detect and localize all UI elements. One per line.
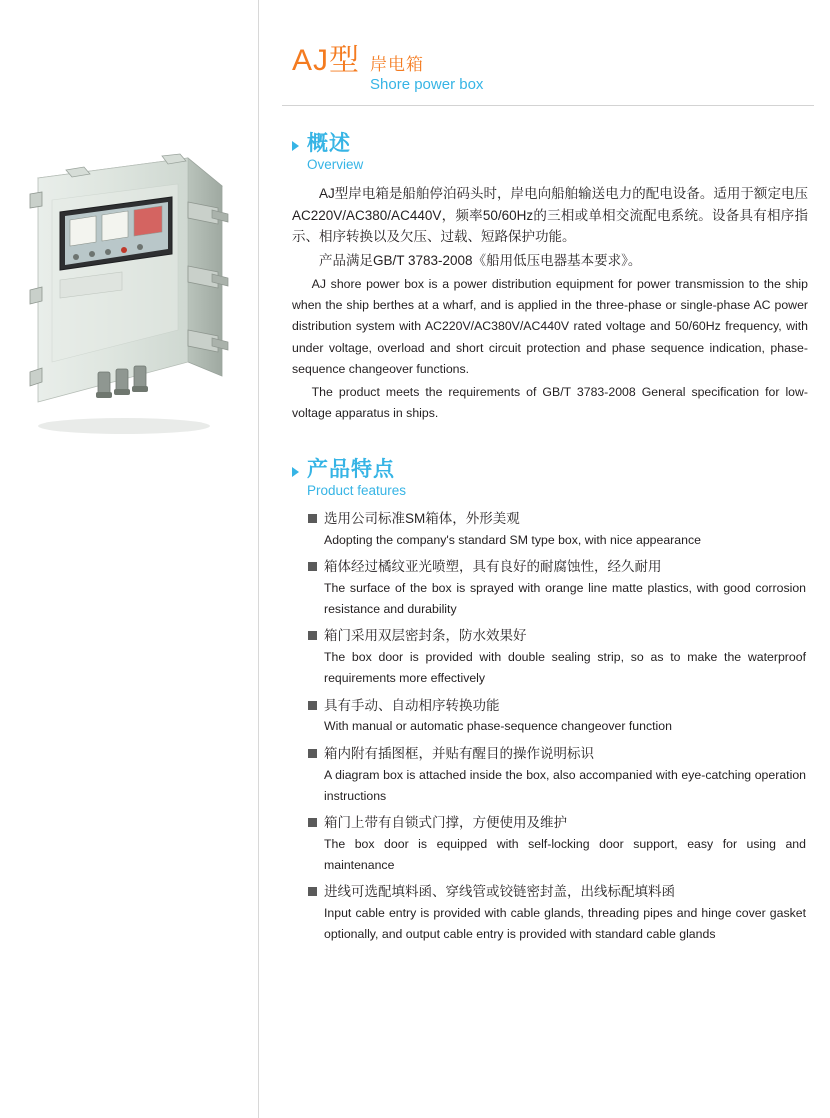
list-item — [308, 509, 806, 551]
overview-paragraph-cn: AJ型岸电箱是船舶停泊码头时，岸电向船舶输送电力的配电设备。适用于额定电压AC220V/AC380/AC440V，频率50/60Hz的三相或单相交流配电系统。设备具有相序指示、相序转换以及欠压、过载、短路保护功能。 — [292, 185, 808, 245]
feature-text-cn: 箱门采用双层密封条，防水效果好 — [324, 628, 527, 644]
feature-text-cn: 箱内附有插图框，并贴有醒目的操作说明标识 — [324, 745, 594, 761]
feature-text-en: The box door is provided with double sealing strip, so as to make the waterproof requirements more effectively — [324, 650, 806, 686]
feature-text-en: Adopting the company's standard SM type box, with nice appearance — [324, 533, 701, 548]
shore-power-box-illustration — [12, 140, 244, 440]
feature-text-en: Input cable entry is provided with cable glands, threading pipes and hinge cover gasket optionally, and output cable entry is provided with standard cable glands — [324, 905, 806, 942]
square-bullet-icon — [308, 631, 317, 640]
square-bullet-icon — [308, 562, 317, 571]
overview-paragraph-en: AJ shore power box is a power distribution equipment for power transmission to the ship when the ship berthes at a wharf, and is applied in the three-phase or single-phase AC power distribution system with AC220V/AC380V/AC440V rated voltage and 50/60Hz frequency, with under voltage, overload and short circuit protection and phase sequence indication, phase-sequence changeover functions. — [292, 277, 808, 376]
overview-paragraph-cn: 产品满足GB/T 3783-2008《船用低压电器基本要求》。 — [319, 253, 642, 269]
overview-heading — [282, 132, 814, 173]
features-heading-cn: 产品特点 — [307, 458, 395, 482]
overview-paragraph-en: The product meets the requirements of GB/T 3783-2008 General specification for low-voltage apparatus in ships. — [292, 384, 808, 421]
feature-text-cn: 箱体经过橘纹亚光喷塑，具有良好的耐腐蚀性，经久耐用 — [324, 559, 662, 575]
list-item — [308, 813, 806, 876]
overview-body — [282, 183, 814, 424]
section-overview — [282, 132, 814, 424]
feature-text-cn: 选用公司标准SM箱体，外形美观 — [324, 511, 520, 527]
right-column — [258, 0, 830, 1118]
list-item — [308, 882, 806, 945]
left-column — [0, 0, 258, 1118]
product-name-cn: 岸电箱 — [370, 55, 425, 74]
square-bullet-icon — [308, 701, 317, 710]
triangle-bullet-icon — [292, 141, 299, 151]
square-bullet-icon — [308, 887, 317, 896]
features-heading-en: Product features — [307, 483, 407, 499]
features-list — [282, 509, 814, 945]
feature-text-en: A diagram box is attached inside the box, also accompanied with eye-catching operation instructions — [324, 767, 806, 803]
list-item — [308, 626, 806, 689]
feature-text-cn: 进线可选配填料函、穿线管或铰链密封盖，出线标配填料函 — [324, 884, 675, 900]
page-title — [282, 46, 814, 93]
triangle-bullet-icon — [292, 467, 299, 477]
feature-text-en: The box door is equipped with self-locking door support, easy for using and maintenance — [324, 836, 806, 872]
feature-text-en: With manual or automatic phase-sequence changeover function — [324, 719, 672, 734]
square-bullet-icon — [308, 514, 317, 523]
square-bullet-icon — [308, 818, 317, 827]
feature-text-cn: 具有手动、自动相序转换功能 — [324, 697, 500, 713]
square-bullet-icon — [308, 749, 317, 758]
product-photo — [12, 140, 244, 440]
list-item — [308, 744, 806, 807]
overview-heading-cn: 概述 — [307, 131, 351, 155]
product-name — [370, 55, 483, 93]
list-item — [308, 696, 806, 738]
title-divider — [282, 105, 814, 106]
product-model: AJ型 — [292, 44, 361, 77]
feature-text-en: The surface of the box is sprayed with orange line matte plastics, with good corrosion resistance and durability — [324, 581, 806, 617]
overview-heading-en: Overview — [307, 156, 364, 172]
section-product-features — [282, 458, 814, 945]
list-item — [308, 557, 806, 620]
product-name-en: Shore power box — [370, 75, 484, 93]
features-heading — [282, 458, 814, 499]
feature-text-cn: 箱门上带有自锁式门撑，方便使用及维护 — [324, 814, 567, 830]
